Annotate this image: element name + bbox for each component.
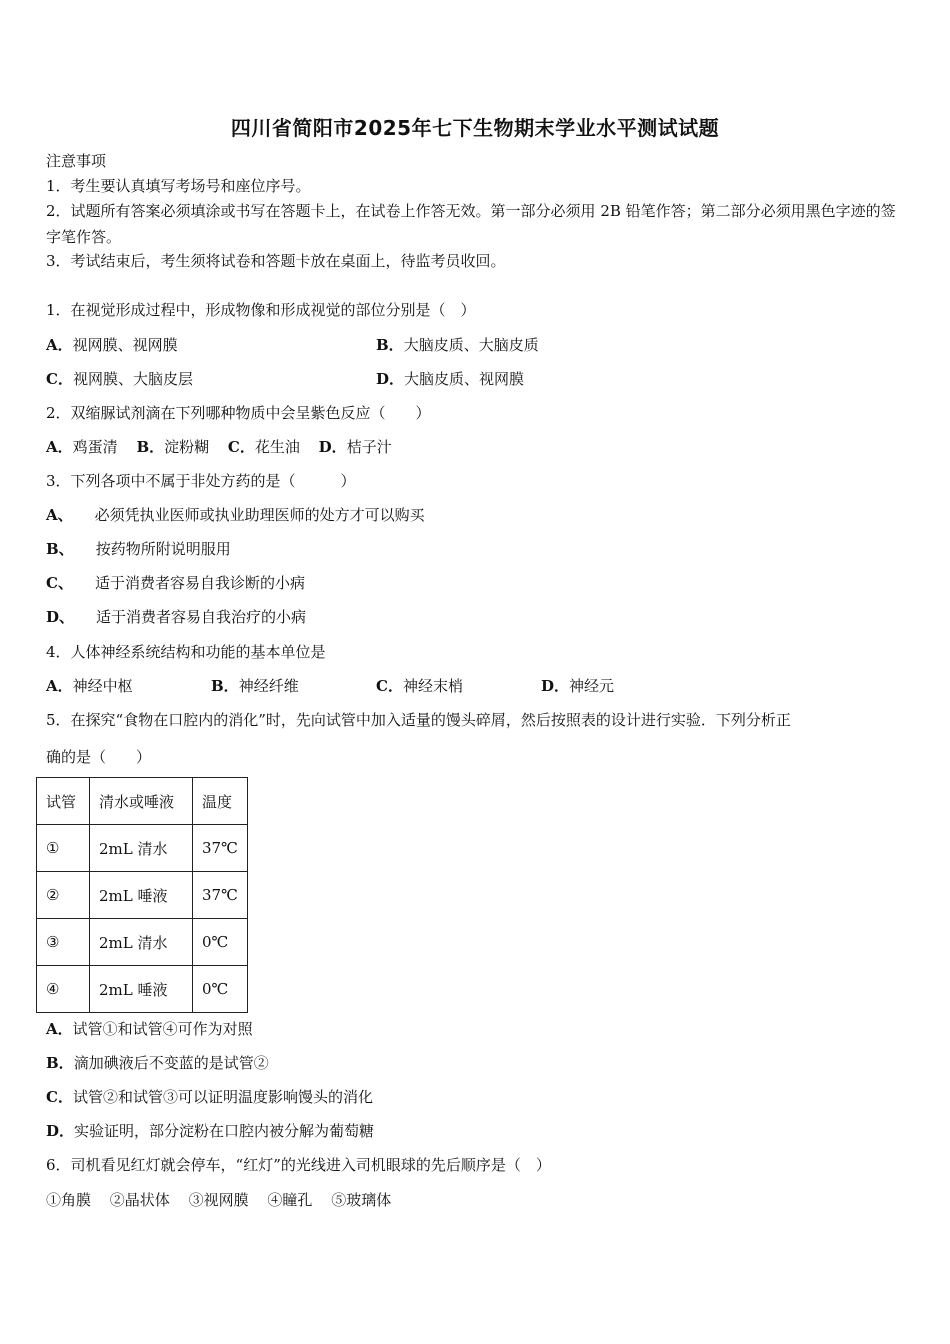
table-cell: 2mL 清水 bbox=[90, 825, 193, 872]
option-label: D． bbox=[376, 370, 405, 388]
option-label: A． bbox=[46, 438, 73, 456]
option-text: 按药物所附说明服用 bbox=[95, 540, 231, 558]
q2-option-b[interactable] bbox=[136, 438, 209, 456]
table-cell: 0℃ bbox=[193, 919, 248, 966]
q3-option-c[interactable] bbox=[46, 573, 305, 593]
q1-stem: 1．在视觉形成过程中，形成物像和形成视觉的部位分别是（ ） bbox=[46, 301, 476, 319]
option-label: C． bbox=[46, 370, 73, 388]
option-label: B． bbox=[136, 438, 165, 456]
table-cell: 37℃ bbox=[193, 872, 248, 919]
option-label: A． bbox=[46, 1020, 73, 1038]
notice-item-1: 1．考生要认真填写考场号和座位序号。 bbox=[46, 177, 311, 195]
option-text: 实验证明，部分淀粉在口腔内被分解为葡萄糖 bbox=[74, 1122, 375, 1140]
option-label: C． bbox=[46, 1088, 73, 1106]
option-text: 必须凭执业医师或执业助理医师的处方才可以购买 bbox=[94, 506, 425, 524]
q5-option-d[interactable] bbox=[46, 1121, 374, 1141]
experiment-table bbox=[36, 777, 248, 1013]
table-row bbox=[37, 919, 248, 966]
q6-item: ④瞳孔 bbox=[267, 1191, 313, 1209]
option-text: 滴加碘液后不变蓝的是试管② bbox=[73, 1054, 269, 1072]
option-text: 鸡蛋清 bbox=[72, 438, 118, 456]
option-text: 试管①和试管④可作为对照 bbox=[72, 1020, 253, 1038]
q4-stem: 4．人体神经系统结构和功能的基本单位是 bbox=[46, 643, 326, 661]
q6-item: ①角膜 bbox=[46, 1191, 92, 1209]
q6-item: ③视网膜 bbox=[188, 1191, 249, 1209]
q4-option-c[interactable] bbox=[376, 676, 463, 696]
option-label: B． bbox=[211, 677, 239, 695]
q1-option-d[interactable] bbox=[376, 369, 524, 389]
table-row bbox=[37, 872, 248, 919]
table-header-row bbox=[37, 778, 248, 825]
q4-option-b[interactable] bbox=[211, 676, 299, 696]
option-text: 淀粉糊 bbox=[164, 438, 210, 456]
table-cell: ② bbox=[37, 872, 90, 919]
option-text: 神经纤维 bbox=[238, 677, 299, 695]
q6-item: ②晶状体 bbox=[109, 1191, 170, 1209]
option-text: 适于消费者容易自我治疗的小病 bbox=[96, 608, 307, 626]
option-label: D． bbox=[541, 677, 570, 695]
option-label: C． bbox=[376, 677, 403, 695]
notice-item-3: 3．考试结束后，考生须将试卷和答题卡放在桌面上，待监考员收回。 bbox=[46, 252, 506, 270]
option-text: 神经元 bbox=[569, 677, 615, 695]
option-text: 花生油 bbox=[254, 438, 300, 456]
option-label: D． bbox=[46, 1122, 75, 1140]
table-row bbox=[37, 966, 248, 1013]
table-cell: 2mL 清水 bbox=[90, 919, 193, 966]
q5-stem-line1: 5．在探究“食物在口腔内的消化”时，先向试管中加入适量的馒头碎屑，然后按照表的设计进行实验．下列分析正 bbox=[46, 711, 791, 729]
table-cell: 2mL 唾液 bbox=[90, 872, 193, 919]
table-cell: ③ bbox=[37, 919, 90, 966]
q4-option-a[interactable] bbox=[46, 676, 133, 696]
exam-title: 四川省简阳市2025年七下生物期末学业水平测试试题 bbox=[230, 116, 720, 140]
q6-items bbox=[46, 1190, 391, 1210]
table-cell: 0℃ bbox=[193, 966, 248, 1013]
option-text: 神经中枢 bbox=[72, 677, 133, 695]
q1-option-c[interactable] bbox=[46, 369, 193, 389]
header-cell: 试管 bbox=[37, 778, 90, 825]
option-label: B、 bbox=[46, 540, 74, 558]
table-row bbox=[37, 825, 248, 872]
table-cell: 2mL 唾液 bbox=[90, 966, 193, 1013]
option-text: 视网膜、视网膜 bbox=[72, 336, 178, 354]
q5-option-a[interactable] bbox=[46, 1019, 253, 1039]
q2-option-a[interactable] bbox=[46, 438, 118, 456]
q2-option-c[interactable] bbox=[228, 438, 300, 456]
header-cell: 温度 bbox=[193, 778, 248, 825]
q1-option-b[interactable] bbox=[376, 335, 539, 355]
q1-option-a[interactable] bbox=[46, 335, 178, 355]
q6-stem: 6．司机看见红灯就会停车，“红灯”的光线进入司机眼球的先后顺序是（ ） bbox=[46, 1156, 551, 1174]
q2-stem: 2．双缩脲试剂滴在下列哪种物质中会呈紫色反应（ ） bbox=[46, 404, 431, 422]
option-text: 神经末梢 bbox=[402, 677, 463, 695]
table-cell: ④ bbox=[37, 966, 90, 1013]
option-label: A、 bbox=[46, 506, 73, 524]
q2-options bbox=[46, 437, 392, 457]
q3-option-a[interactable] bbox=[46, 505, 425, 525]
q5-option-c[interactable] bbox=[46, 1087, 373, 1107]
table-cell: 37℃ bbox=[193, 825, 248, 872]
option-text: 桔子汁 bbox=[346, 438, 392, 456]
q3-option-d[interactable] bbox=[46, 607, 306, 627]
q3-option-b[interactable] bbox=[46, 539, 231, 559]
q5-stem-line2: 确的是（ ） bbox=[46, 748, 152, 766]
option-label: C、 bbox=[46, 574, 73, 592]
notice-heading: 注意事项 bbox=[46, 152, 107, 170]
option-label: D． bbox=[318, 438, 347, 456]
option-text: 大脑皮质、大脑皮质 bbox=[403, 336, 539, 354]
option-label: B． bbox=[46, 1054, 74, 1072]
header-cell: 清水或唾液 bbox=[90, 778, 193, 825]
option-label: A． bbox=[46, 677, 73, 695]
option-text: 试管②和试管③可以证明温度影响馒头的消化 bbox=[72, 1088, 373, 1106]
q6-item: ⑤玻璃体 bbox=[331, 1191, 392, 1209]
option-text: 适于消费者容易自我诊断的小病 bbox=[94, 574, 305, 592]
option-text: 视网膜、大脑皮层 bbox=[72, 370, 193, 388]
q4-option-d[interactable] bbox=[541, 676, 614, 696]
option-label: B． bbox=[376, 336, 404, 354]
option-label: A． bbox=[46, 336, 73, 354]
q2-option-d[interactable] bbox=[319, 438, 392, 456]
option-label: D、 bbox=[46, 608, 75, 626]
table-cell: ① bbox=[37, 825, 90, 872]
q3-stem: 3．下列各项中不属于非处方药的是（ ） bbox=[46, 472, 356, 490]
option-label: C． bbox=[227, 438, 255, 456]
option-text: 大脑皮质、视网膜 bbox=[404, 370, 525, 388]
q5-option-b[interactable] bbox=[46, 1053, 269, 1073]
notice-item-2: 2．试题所有答案必须填涂或书写在答题卡上，在试卷上作答无效。第一部分必须用 2B 铅笔作答；第二部分必须用黑色字迹的签字笔作答。 bbox=[46, 202, 896, 246]
